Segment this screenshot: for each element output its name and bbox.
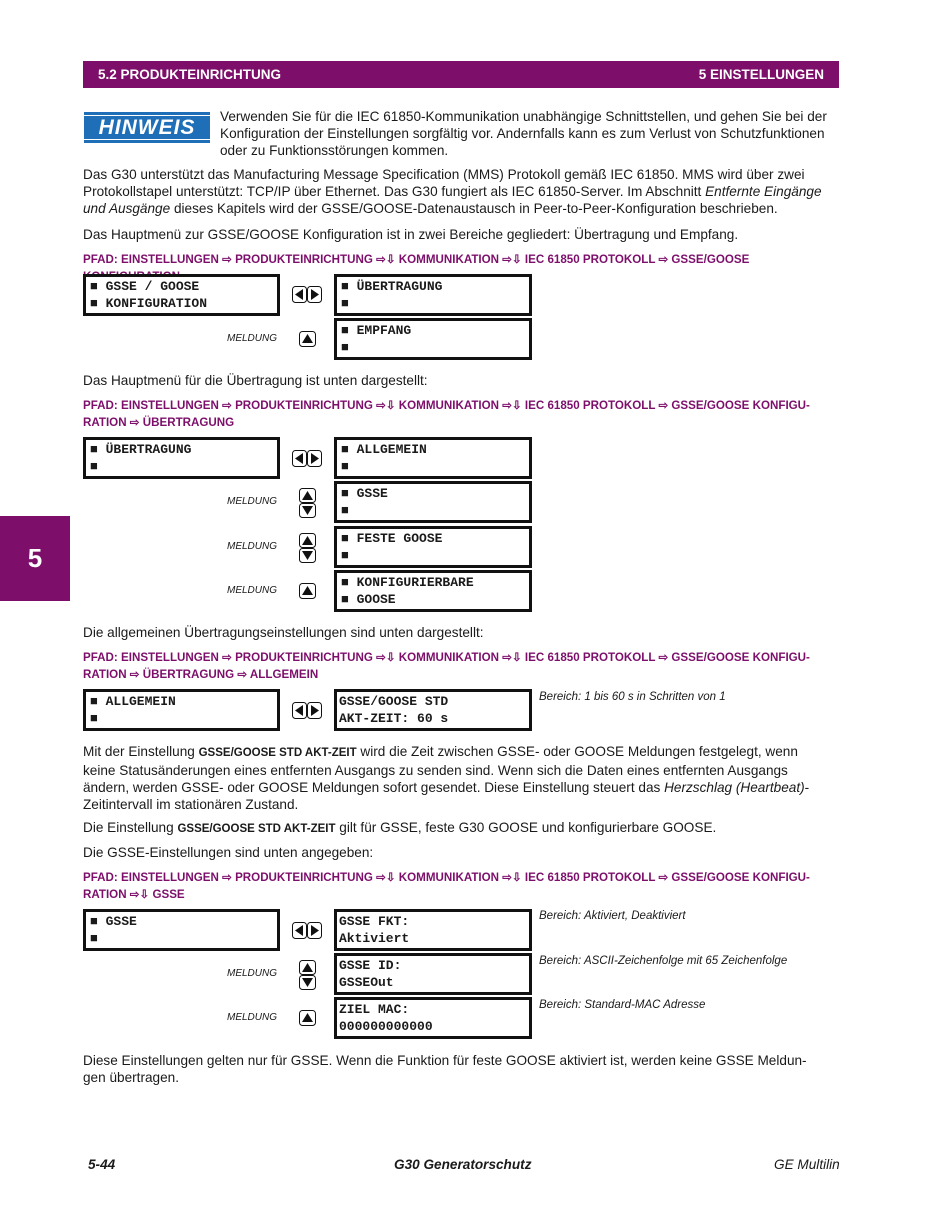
section-header-bar bbox=[83, 61, 839, 88]
paragraph-general: Die allgemeinen Übertragungseinstellungen sind unten dargestellt: bbox=[83, 625, 484, 640]
path-line: PFAD: EINSTELLUNGEN ⇨ PRODUKTEINRICHTUNG ⇨⇩ KOMMUNIKATION ⇨⇩ IEC 61850 PROTOKOLL ⇨ GSSE/GOOSE KONFIGU- bbox=[83, 399, 810, 412]
menu-header-box[interactable]: ■ GSSE / GOOSE ■ KONFIGURATION bbox=[83, 274, 280, 316]
message-label: MELDUNG bbox=[227, 541, 278, 552]
menu-path bbox=[83, 649, 839, 683]
publisher: GE Multilin bbox=[774, 1157, 840, 1172]
note-line: oder zu Funktionsstörungen kommen. bbox=[220, 143, 449, 158]
setting-name: GSSE/GOOSE STD AKT-ZEIT bbox=[198, 747, 357, 759]
emphasis-text: und Ausgänge bbox=[83, 201, 171, 216]
note-line: Verwenden Sie für die IEC 61850-Kommunikation unabhängige Schnittstellen, und gehen Sie bei der bbox=[220, 109, 827, 124]
menu-item-box[interactable]: ■ EMPFANG ■ bbox=[334, 318, 532, 360]
up-down-arrows-icon bbox=[299, 960, 316, 990]
message-label: MELDUNG bbox=[227, 585, 278, 596]
setting-value-box[interactable]: GSSE ID: GSSEOut bbox=[334, 953, 532, 995]
note-text bbox=[220, 108, 840, 159]
message-label: MELDUNG bbox=[227, 333, 278, 344]
range-note: Bereich: Standard-MAC Adresse bbox=[539, 999, 706, 1011]
up-arrow-icon bbox=[299, 331, 316, 347]
setting-value-box[interactable]: GSSE FKT: Aktiviert bbox=[334, 909, 532, 951]
text-line: Diese Einstellungen gelten nur für GSSE. Wenn die Funktion für feste GOOSE aktiviert ist, werden keine GSSE Meldun- bbox=[83, 1053, 807, 1068]
menu-item-box[interactable]: ■ FESTE GOOSE ■ bbox=[334, 526, 532, 568]
paragraph-heartbeat bbox=[83, 743, 839, 813]
text-line: Zeitintervall im stationären Zustand. bbox=[83, 797, 299, 812]
message-label: MELDUNG bbox=[227, 968, 278, 979]
text-span: - bbox=[804, 780, 810, 795]
emphasis-text: Entfernte Eingänge bbox=[705, 184, 822, 199]
paragraph-gsse-intro: Die GSSE-Einstellungen sind unten angegeben: bbox=[83, 845, 374, 860]
menu-path bbox=[83, 397, 839, 431]
page-number: 5-44 bbox=[88, 1157, 116, 1172]
document-title: G30 Generatorschutz bbox=[394, 1157, 532, 1172]
up-arrow-icon bbox=[299, 583, 316, 599]
text-span: Protokollstapel unterstützt: TCP/IP über Ethernet. Das G30 fungiert als IEC 61850-Server. Im Abschnitt bbox=[83, 184, 706, 199]
left-right-arrows-icon bbox=[292, 922, 322, 939]
range-note: Bereich: 1 bis 60 s in Schritten von 1 bbox=[539, 691, 726, 703]
text-line bbox=[83, 779, 839, 796]
emphasis-text: Herzschlag (Heartbeat) bbox=[664, 780, 805, 795]
paragraph-menu-intro: Das Hauptmenü zur GSSE/GOOSE Konfiguration ist in zwei Bereiche gegliedert: Übertragung und Empfang. bbox=[83, 227, 739, 242]
chapter-title: 5 EINSTELLUNGEN bbox=[698, 67, 824, 82]
menu-header-box[interactable]: ■ ÜBERTRAGUNG ■ bbox=[83, 437, 280, 479]
message-label: MELDUNG bbox=[227, 496, 278, 507]
left-right-arrows-icon bbox=[292, 286, 322, 303]
menu-path bbox=[83, 869, 839, 903]
text-line: gen übertragen. bbox=[83, 1070, 179, 1085]
path-line: RATION ⇨ ÜBERTRAGUNG bbox=[83, 416, 235, 429]
text-line: keine Statusänderungen eines entfernten Ausgangs zu senden sind. Wenn sich die Daten eines entfernten Ausgangs bbox=[83, 763, 788, 778]
path-line: RATION ⇨⇩ GSSE bbox=[83, 888, 185, 901]
left-right-arrows-icon bbox=[292, 702, 322, 719]
menu-path: PFAD: EINSTELLUNGEN ⇨ PRODUKTEINRICHTUNG ⇨⇩ KOMMUNIKATION ⇨⇩ IEC 61850 PROTOKOLL ⇨ GSSE/GOOSE bbox=[83, 253, 750, 266]
text-line bbox=[83, 183, 839, 200]
text-line bbox=[83, 200, 839, 217]
text-line: Das G30 unterstützt das Manufacturing Message Specification (MMS) Protokoll gemäß IEC 61850. MMS wird über zwei bbox=[83, 167, 805, 182]
up-down-arrows-icon bbox=[299, 533, 316, 563]
menu-item-box[interactable]: ■ ÜBERTRAGUNG ■ bbox=[334, 274, 532, 316]
menu-item-box[interactable]: ■ KONFIGURIERBARE ■ GOOSE bbox=[334, 570, 532, 612]
note-badge-label: HINWEIS bbox=[98, 115, 196, 139]
path-line: PFAD: EINSTELLUNGEN ⇨ PRODUKTEINRICHTUNG ⇨⇩ KOMMUNIKATION ⇨⇩ IEC 61850 PROTOKOLL ⇨ GSSE/GOOSE KONFIGU- bbox=[83, 651, 810, 664]
text-span: dieses Kapitels wird der GSSE/GOOSE-Datenaustausch in Peer-to-Peer-Konfiguration beschrieben. bbox=[170, 201, 778, 216]
paragraph-applies bbox=[83, 819, 839, 838]
message-label: MELDUNG bbox=[227, 1012, 278, 1023]
chapter-tab: 5 bbox=[0, 516, 70, 601]
text-line bbox=[83, 743, 839, 762]
menu-item-box[interactable]: ■ GSSE ■ bbox=[334, 481, 532, 523]
note-badge bbox=[84, 112, 210, 143]
path-line: PFAD: EINSTELLUNGEN ⇨ PRODUKTEINRICHTUNG ⇨⇩ KOMMUNIKATION ⇨⇩ IEC 61850 PROTOKOLL ⇨ GSSE/GOOSE KONFIGU- bbox=[83, 871, 810, 884]
text-span: ändern, werden GSSE- oder GOOSE Meldungen sofort gesendet. Diese Einstellung steuert das bbox=[83, 780, 665, 795]
setting-value-box[interactable]: ZIEL MAC: 000000000000 bbox=[334, 997, 532, 1039]
text-span: wird die Zeit zwischen GSSE- oder GOOSE Meldungen festgelegt, wenn bbox=[356, 744, 798, 759]
menu-header-box[interactable]: ■ ALLGEMEIN ■ bbox=[83, 689, 280, 731]
text-span: Die Einstellung bbox=[83, 820, 178, 835]
range-note: Bereich: ASCII-Zeichenfolge mit 65 Zeichenfolge bbox=[539, 955, 788, 967]
paragraph-gsse-note bbox=[83, 1052, 839, 1086]
text-span: Mit der Einstellung bbox=[83, 744, 199, 759]
path-line: RATION ⇨ ÜBERTRAGUNG ⇨ ALLGEMEIN bbox=[83, 668, 319, 681]
paragraph-intro bbox=[83, 166, 839, 217]
text-span: gilt für GSSE, feste G30 GOOSE und konfigurierbare GOOSE. bbox=[335, 820, 717, 835]
paragraph-transmission: Das Hauptmenü für die Übertragung ist unten dargestellt: bbox=[83, 373, 428, 388]
up-arrow-icon bbox=[299, 1010, 316, 1026]
menu-header-box[interactable]: ■ GSSE ■ bbox=[83, 909, 280, 951]
setting-name: GSSE/GOOSE STD AKT-ZEIT bbox=[177, 823, 336, 835]
range-note: Bereich: Aktiviert, Deaktiviert bbox=[539, 910, 686, 922]
menu-item-box[interactable]: ■ ALLGEMEIN ■ bbox=[334, 437, 532, 479]
up-down-arrows-icon bbox=[299, 488, 316, 518]
left-right-arrows-icon bbox=[292, 450, 322, 467]
setting-value-box[interactable]: GSSE/GOOSE STD AKT-ZEIT: 60 s bbox=[334, 689, 532, 731]
note-line: Konfiguration der Einstellungen sorgfältig vor. Andernfalls kann es zum Verlust von Schutzfunktionen bbox=[220, 126, 825, 141]
section-title: 5.2 PRODUKTEINRICHTUNG bbox=[98, 67, 282, 82]
